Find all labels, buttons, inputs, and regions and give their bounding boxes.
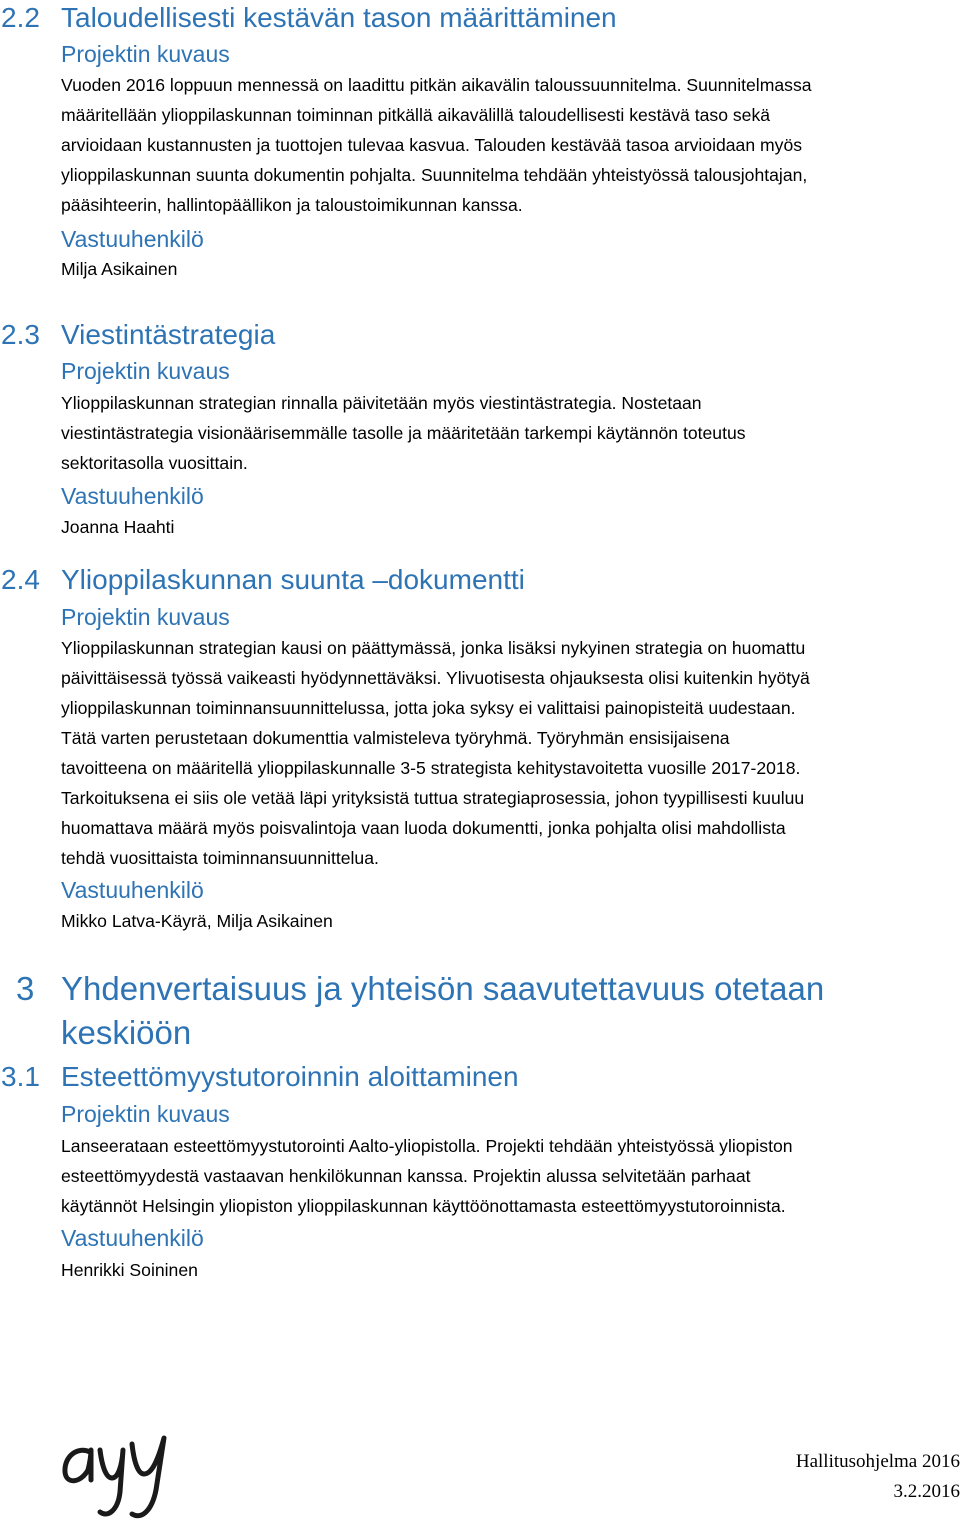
responsible-person-name: Milja Asikainen bbox=[61, 259, 178, 279]
paragraph-line: esteettömyydestä vastaavan henkilökunnan kanssa. Projektin alussa selvitetään parhaat bbox=[61, 1166, 751, 1186]
section-number: 3.1 bbox=[1, 1061, 40, 1092]
description-paragraph bbox=[61, 388, 951, 478]
responsible-person-name: Joanna Haahti bbox=[61, 517, 175, 537]
responsible-person-label: Vastuuhenkilö bbox=[61, 1225, 204, 1251]
paragraph-line: pääsihteerin, hallintopäällikon ja taloustoimikunnan kanssa. bbox=[61, 195, 523, 215]
responsible-person-label: Vastuuhenkilö bbox=[61, 877, 204, 903]
description-label: Projektin kuvaus bbox=[61, 1101, 230, 1127]
paragraph-line: tehdä vuosittaista toiminnansuunnittelua. bbox=[61, 848, 379, 868]
description-label: Projektin kuvaus bbox=[61, 41, 230, 67]
responsible-person-label: Vastuuhenkilö bbox=[61, 226, 204, 252]
paragraph-line: käytännöt Helsingin yliopiston ylioppilaskunnan käyttöönottamasta esteettömyystutoroinnista. bbox=[61, 1196, 786, 1216]
chapter-heading bbox=[0, 967, 960, 1057]
paragraph-line: Tätä varten perustetaan dokumenttia valmisteleva työryhmä. Työryhmän ensisijaisena bbox=[61, 728, 730, 748]
section-number: 2.4 bbox=[1, 564, 40, 595]
paragraph-line: ylioppilaskunnan suunta dokumentin pohjalta. Suunnitelma tehdään yhteistyössä talousjohtajan, bbox=[61, 165, 808, 185]
footer-date: 3.2.2016 bbox=[893, 1481, 960, 1502]
paragraph-line: huomattava määrä myös poisvalintoja vaan luoda dokumentti, jonka pohjalta olisi mahdollista bbox=[61, 818, 786, 838]
responsible-person-name: Mikko Latva-Käyrä, Milja Asikainen bbox=[61, 911, 333, 931]
section-title: Viestintästrategia bbox=[61, 319, 276, 350]
paragraph-line: sektoritasolla vuosittain. bbox=[61, 453, 248, 473]
description-paragraph bbox=[61, 1131, 951, 1221]
section-heading bbox=[0, 1060, 960, 1094]
chapter-title: Yhdenvertaisuus ja yhteisön saavutettavuus otetaan keskiöön bbox=[61, 970, 825, 1051]
paragraph-line: arvioidaan kustannusten ja tuottojen tulevaa kasvua. Talouden kestävää tasoa arvioidaan myös bbox=[61, 135, 803, 155]
description-label: Projektin kuvaus bbox=[61, 604, 230, 630]
description-paragraph bbox=[61, 633, 951, 873]
footer-document-title: Hallitusohjelma 2016 bbox=[795, 1451, 960, 1472]
paragraph-line: Ylioppilaskunnan strategian kausi on päättymässä, jonka lisäksi nykyinen strategia on huomattu bbox=[61, 638, 806, 658]
chapter-number: 3 bbox=[16, 970, 35, 1007]
section-title: Taloudellisesti kestävän tason määrittäminen bbox=[61, 2, 617, 33]
ayy-logo-icon bbox=[60, 1432, 172, 1522]
responsible-person-label: Vastuuhenkilö bbox=[61, 483, 204, 509]
section-heading bbox=[0, 1, 960, 35]
section-heading bbox=[0, 318, 960, 352]
paragraph-line: ylioppilaskunnan toiminnansuunnittelussa, jotta joka syksy ei valittaisi painopisteitä uudestaan. bbox=[61, 698, 796, 718]
paragraph-line: Vuoden 2016 loppuun mennessä on laadittu pitkän aikavälin taloussuunnitelma. Suunnitelmassa bbox=[61, 75, 812, 95]
section-number: 2.3 bbox=[1, 319, 40, 350]
responsible-person-name: Henrikki Soininen bbox=[61, 1260, 198, 1280]
paragraph-line: viestintästrategia visionäärisemmälle tasolle ja määritetään tarkempi käytännön toteutus bbox=[61, 423, 746, 443]
paragraph-line: tavoitteena on määritellä ylioppilaskunnalle 3-5 strategista kehitystavoitetta vuosille 2017-2018. bbox=[61, 758, 801, 778]
paragraph-line: Lanseerataan esteettömyystutorointi Aalto-yliopistolla. Projekti tehdään yhteistyössä yliopiston bbox=[61, 1136, 793, 1156]
section-heading bbox=[0, 563, 960, 597]
section-title: Esteettömyystutoroinnin aloittaminen bbox=[61, 1061, 519, 1092]
paragraph-line: Ylioppilaskunnan strategian rinnalla päivitetään myös viestintästrategia. Nostetaan bbox=[61, 393, 702, 413]
description-paragraph bbox=[61, 70, 951, 220]
paragraph-line: määritellään ylioppilaskunnan toiminnan pitkällä aikavälillä taloudellisesti kestävä taso sekä bbox=[61, 105, 771, 125]
paragraph-line: Tarkoituksena ei siis ole vetää läpi yrityksistä tuttua strategiaprosessia, johon tyypillisesti kuuluu bbox=[61, 788, 805, 808]
section-title: Ylioppilaskunnan suunta –dokumentti bbox=[61, 564, 525, 595]
description-label: Projektin kuvaus bbox=[61, 358, 230, 384]
section-number: 2.2 bbox=[1, 2, 40, 33]
paragraph-line: päivittäisessä työssä vaikeasti hyödynnettäväksi. Ylivuotisesta ohjauksesta olisi kuitenkin hyötyä bbox=[61, 668, 810, 688]
ayy-logo bbox=[60, 1432, 172, 1522]
